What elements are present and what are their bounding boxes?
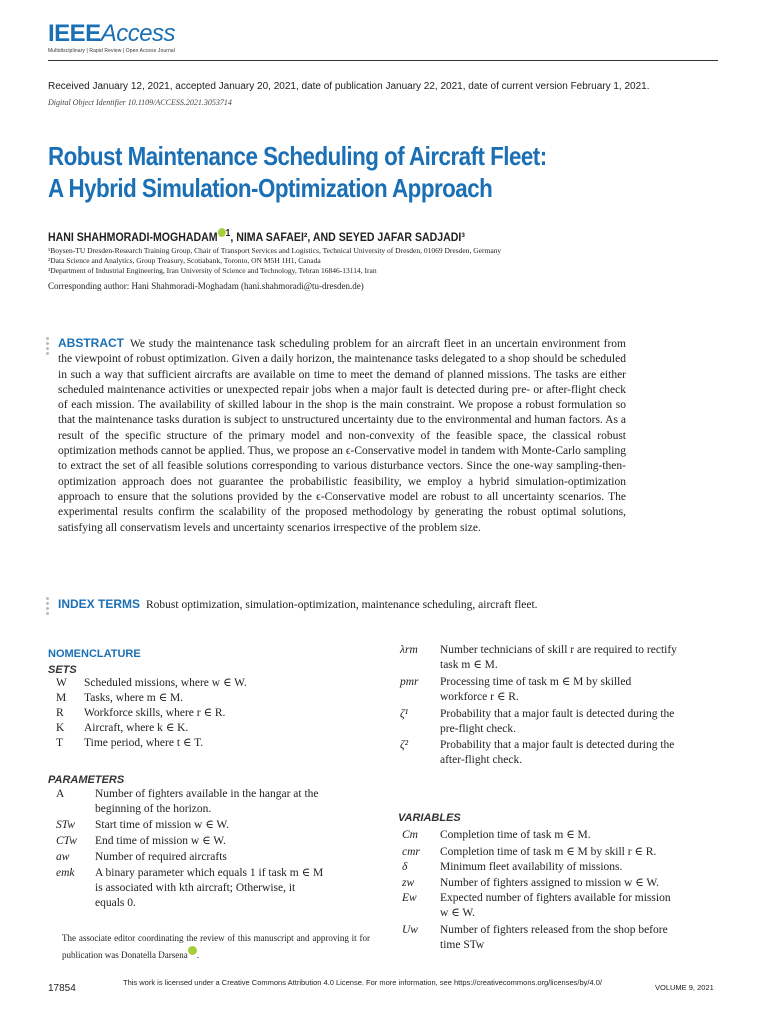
param-symbol: ζ¹ — [400, 708, 409, 720]
header-rule — [48, 60, 718, 61]
var-symbol: Ew — [402, 892, 417, 904]
param-desc-cont: beginning of the horizon. — [95, 803, 212, 815]
param-symbol: ζ² — [400, 739, 409, 751]
abstract-label: ABSTRACT — [58, 336, 124, 350]
doi-line[interactable]: Digital Object Identifier 10.1109/ACCESS.2021.3053714 — [48, 98, 232, 107]
var-symbol: zw — [402, 877, 415, 889]
page-number: 17854 — [48, 983, 76, 994]
set-symbol: R — [56, 707, 64, 719]
var-symbol: Cm — [402, 829, 418, 841]
var-symbol: Uw — [402, 924, 418, 936]
param-desc: End time of mission w ∈ W. — [95, 835, 226, 847]
param-desc: Probability that a major fault is detected during the — [440, 708, 675, 720]
var-desc: Expected number of fighters available for mission — [440, 892, 671, 904]
param-desc-cont: task m ∈ M. — [440, 659, 498, 671]
variables-heading: VARIABLES — [398, 812, 461, 824]
set-symbol: M — [56, 692, 67, 704]
var-symbol: cmr — [402, 846, 420, 858]
param-symbol: pmr — [400, 676, 419, 688]
index-terms — [58, 597, 658, 611]
var-symbol: δ — [402, 861, 408, 873]
journal-logo — [48, 22, 175, 54]
logo-tagline: Multidisciplinary | Rapid Review | Open Access Journal — [48, 48, 175, 54]
index-terms-label: INDEX TERMS — [58, 597, 141, 611]
set-desc: Tasks, where m ∈ M. — [84, 692, 184, 704]
param-desc: Number of fighters available in the hangar at the — [95, 788, 319, 800]
nomenclature-heading: NOMENCLATURE — [48, 648, 141, 660]
param-symbol: aw — [56, 851, 70, 863]
param-desc: Start time of mission w ∈ W. — [95, 819, 230, 831]
logo-ieee: IEEE — [48, 20, 101, 47]
param-desc-cont: equals 0. — [95, 897, 136, 909]
set-symbol: W — [56, 677, 67, 689]
affiliation-1: ¹Boysen-TU Dresden-Research Training Group, Chair of Transport Services and Logistics, Technical University of Dresden, 01069 Dresden, Germany — [48, 246, 502, 255]
param-symbol: STw — [56, 819, 75, 831]
sets-heading: SETS — [48, 664, 77, 676]
set-desc: Time period, where t ∈ T. — [84, 737, 204, 749]
abstract — [58, 336, 626, 536]
param-symbol: emk — [56, 867, 75, 879]
var-desc-cont: w ∈ W. — [440, 907, 476, 919]
index-terms-text: Robust optimization, simulation-optimization, maintenance scheduling, aircraft fleet. — [146, 599, 538, 611]
var-desc: Number of fighters assigned to mission w ∈ W. — [440, 877, 660, 889]
param-desc-cont: workforce r ∈ R. — [440, 691, 519, 703]
abstract-marker-icon — [46, 337, 49, 357]
author-list — [48, 228, 465, 244]
var-desc: Minimum fleet availability of missions. — [440, 861, 623, 873]
param-symbol: λrm — [400, 644, 418, 656]
param-desc-cont: pre-flight check. — [440, 723, 516, 735]
other-authors: , NIMA SAFAEI², AND SEYED JAFAR SADJADI³ — [230, 230, 465, 244]
affiliation-2: ²Data Science and Analytics, Group Treasury, Scotiabank, Toronto, ON M5H 1H1, Canada — [48, 256, 321, 265]
author-1-sup: 1 — [225, 228, 231, 239]
editor-footnote: The associate editor coordinating the review of this manuscript and approving it for publication was Donatella Darsena . — [62, 933, 370, 960]
set-desc: Scheduled missions, where w ∈ W. — [84, 677, 247, 689]
set-desc: Aircraft, where k ∈ K. — [84, 722, 189, 734]
received-dates: Received January 12, 2021, accepted January 20, 2021, date of publication January 22, 2021, date of current version February 1, 2021. — [48, 81, 650, 92]
author-1: HANI SHAHMORADI-MOGHADAM — [48, 230, 218, 244]
var-desc: Completion time of task m ∈ M by skill r ∈ R. — [440, 846, 657, 858]
var-desc-cont: time STw — [440, 939, 485, 951]
license-notice[interactable]: This work is licensed under a Creative Commons Attribution 4.0 License. For more information, see https://creativecommons.org/licenses/by/4.0/ — [123, 978, 602, 987]
set-desc: Workforce skills, where r ∈ R. — [84, 707, 226, 719]
param-desc: Number of required aircrafts — [95, 851, 227, 863]
param-desc: Processing time of task m ∈ M by skilled — [440, 676, 632, 688]
affiliation-3: ³Department of Industrial Engineering, Iran University of Science and Technology, Tehran 16846-13114, Iran — [48, 266, 377, 275]
var-desc: Number of fighters released from the shop before — [440, 924, 668, 936]
set-symbol: K — [56, 722, 65, 734]
orcid-icon[interactable] — [218, 228, 226, 237]
index-marker-icon — [46, 597, 49, 617]
param-desc-cont: is associated with kth aircraft; Otherwise, it — [95, 882, 296, 894]
title-line-1: Robust Maintenance Scheduling of Aircraft Fleet: — [48, 141, 547, 171]
corresponding-author: Corresponding author: Hani Shahmoradi-Moghadam (hani.shahmoradi@tu-dresden.de) — [48, 281, 364, 291]
paper-title — [48, 140, 688, 204]
param-symbol: A — [56, 788, 65, 800]
parameters-heading: PARAMETERS — [48, 774, 125, 786]
logo-access: Access — [100, 20, 176, 47]
volume-label: VOLUME 9, 2021 — [655, 983, 714, 992]
param-symbol: CTw — [56, 835, 77, 847]
title-line-2: A Hybrid Simulation-Optimization Approach — [48, 173, 493, 203]
param-desc: Number technicians of skill r are required to rectify — [440, 644, 677, 656]
param-desc: Probability that a major fault is detected during the — [440, 739, 675, 751]
abstract-text: We study the maintenance task scheduling problem for an aircraft fleet in an uncertain environment from the viewpoint of robust optimization. Given a daily horizon, the maintenance tasks delegated to a shop should be scheduled in such a way that sufficient aircrafts are available on time to meet the demand of planned missions. The tasks are either scheduled maintenance activities or unexpected repair jobs when a major fault is detected during pre- or after-flight check of each mission. The availability of skilled labour in the shop is the main constraint. We propose a robust formulation so that the maintenance tasks duration is subject to unstructured uncertainty due to the environmental and human factors. As a result of the specific structure of the primary model and non-convexity of the feasible space, the classical robust optimization methods cannot be applied. Thus, we propose an ϵ-Conservative model in tandem with Monte-Carlo sampling to extract the set of all feasible solutions corresponding to various disturbance vectors. Since the one-way sampling-then-optimization approach does not guarantee the probabilistic feasibility, we employ a hybrid simulation-optimization approach to ensure that the solutions provided by the ϵ-Conservative model are robust to all uncertainty scenarios. The experimental results confirm the scalability of the proposed methodology by generating the robust optimal solutions, satisfying all conservatism levels and uncertainty scenarios irrespective of the problem size. — [58, 338, 626, 534]
footnote-text: The associate editor coordinating the review of this manuscript and approving it for publication was Donatella Darsena — [62, 933, 370, 960]
param-desc: A binary parameter which equals 1 if task m ∈ M — [95, 867, 324, 879]
param-desc-cont: after-flight check. — [440, 754, 523, 766]
orcid-icon[interactable] — [188, 946, 197, 955]
set-symbol: T — [56, 737, 64, 749]
var-desc: Completion time of task m ∈ M. — [440, 829, 591, 841]
